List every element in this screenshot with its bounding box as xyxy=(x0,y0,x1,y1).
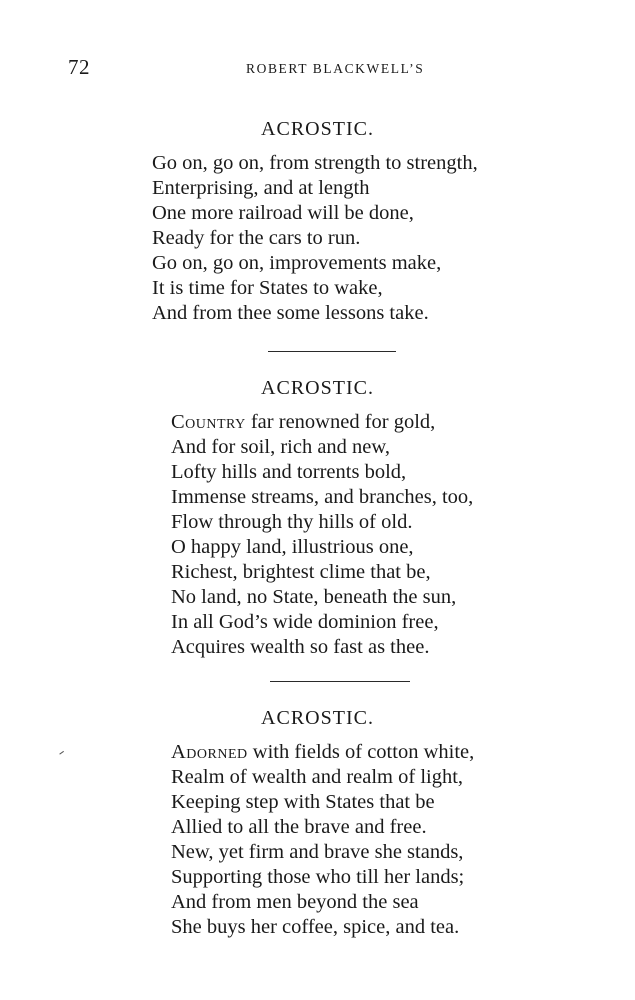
poem-3 xyxy=(0,707,635,730)
poem-1-lines xyxy=(152,151,478,326)
poem-line: Go on, go on, from strength to strength, xyxy=(152,152,478,174)
margin-ink-mark xyxy=(59,751,65,757)
poem-line: Adorned with fields of cotton white, xyxy=(171,741,475,763)
poem-1 xyxy=(0,118,635,141)
poem-line: Richest, brightest clime that be, xyxy=(171,561,431,583)
poem-2 xyxy=(0,377,635,400)
poem-line: Go on, go on, improvements make, xyxy=(152,252,442,274)
poem-3-lines xyxy=(171,740,474,940)
poem-line: She buys her coffee, spice, and tea. xyxy=(171,916,460,938)
section-divider xyxy=(268,351,396,352)
poem-line: Immense streams, and branches, too, xyxy=(171,486,474,508)
poem-line: Supporting those who till her lands; xyxy=(171,866,465,888)
poem-2-lines xyxy=(171,410,473,660)
poem-line: O happy land, illustrious one, xyxy=(171,536,414,558)
poem-title: ACROSTIC. xyxy=(261,377,374,399)
poem-line: Lofty hills and torrents bold, xyxy=(171,461,407,483)
poem-line: And for soil, rich and new, xyxy=(171,436,390,458)
poem-line: And from men beyond the sea xyxy=(171,891,419,913)
section-divider xyxy=(270,681,410,682)
poem-title: ACROSTIC. xyxy=(261,707,374,729)
poem-line: It is time for States to wake, xyxy=(152,277,383,299)
poem-title: ACROSTIC. xyxy=(261,118,374,140)
poem-line: Ready for the cars to run. xyxy=(152,227,361,249)
poem-line: New, yet firm and brave she stands, xyxy=(171,841,464,863)
page-number: 72 xyxy=(68,55,90,79)
poem-line: One more railroad will be done, xyxy=(152,202,414,224)
poem-line: Acquires wealth so fast as thee. xyxy=(171,636,430,658)
poem-line: No land, no State, beneath the sun, xyxy=(171,586,457,608)
poem-line: In all God’s wide dominion free, xyxy=(171,611,439,633)
poem-line: Allied to all the brave and free. xyxy=(171,816,427,838)
poem-line: Realm of wealth and realm of light, xyxy=(171,766,464,788)
poem-line: Keeping step with States that be xyxy=(171,791,435,813)
running-head: ROBERT BLACKWELL’S xyxy=(246,61,425,76)
poem-line: Country far renowned for gold, xyxy=(171,411,436,433)
poem-line: Flow through thy hills of old. xyxy=(171,511,413,533)
poem-line: And from thee some lessons take. xyxy=(152,302,429,324)
poem-line: Enterprising, and at length xyxy=(152,177,370,199)
